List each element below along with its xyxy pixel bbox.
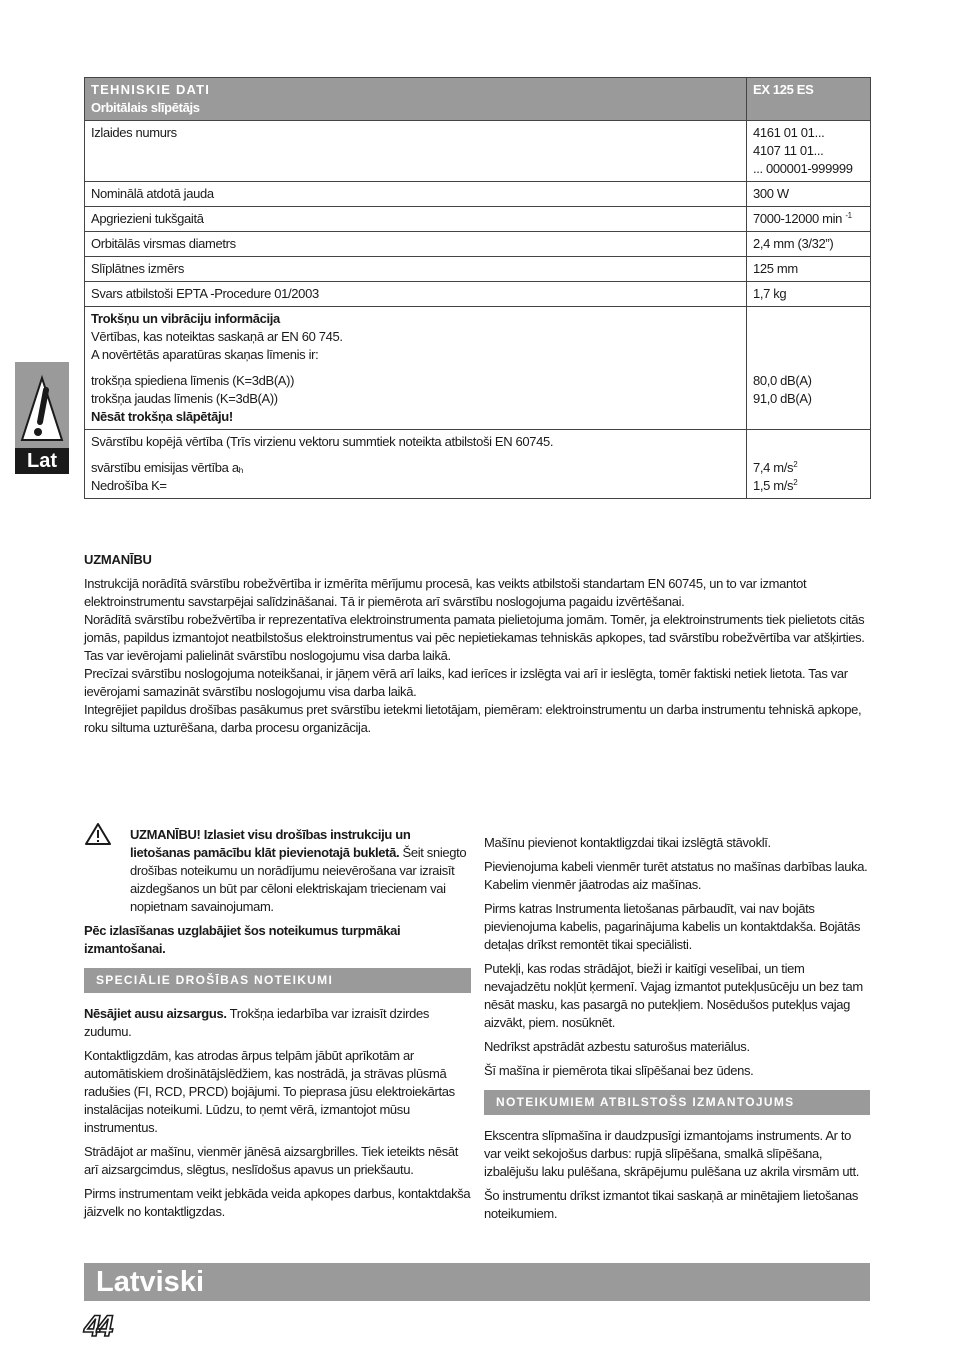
noise-warning: Nēsāt trokšņa slāpētāju! [91, 409, 233, 424]
ear-protection: Nēsājiet ausu aizsargus. Trokšņa iedarbība var izraisīt dzirdes zudumu. [84, 1006, 430, 1039]
unit-sup: 2 [793, 478, 798, 487]
caution-paragraph: Norādītā svārstību robežvērtība ir reprezentatīva elektroinstrumenta pamata pielietojuma jomām. Tomēr, ja elektroinstruments tiek pielietots citās jomās, papildus izmantojot neatbilstošus elektroinstrumentus vai pēc nepietiekamas tehniskās apkopes, tad svārstību robežvērtība var atšķirties. Tas var ievērojami palielināt svārstību noslogojumu visa darba laikā. [84, 612, 865, 663]
caution-paragraph: Instrukcijā norādītā svārstību robežvērtība ir izmērīta mērījumu procesā, kas veikts atbilstoši standartam EN 60745, un to var izmantot elektroinstrumentu savstarpējai salīdzināšanai. Tā ir piemērota arī svārstību noslogojuma pagaidu izvērtēšanai. [84, 576, 807, 609]
vibration-uncertainty-label: Nedrošība K= [91, 478, 167, 493]
table-row [85, 182, 871, 207]
vibration-uncertainty-value: 1,5 m/s [753, 478, 794, 493]
vibration-emission-label: svārstību emisijas vērtība a [91, 460, 239, 475]
row-value: 4161 01 01... [753, 125, 825, 140]
row-label: Orbitālās virsmas diametrs [85, 232, 747, 257]
row-value: 125 mm [747, 257, 871, 282]
caution-paragraph: Integrējiet papildus drošības pasākumus pret svārstību ietekmi lietotājam, piemēram: elektroinstrumentu un darba instrumentu tehniskā apkope, roku siltuma uzturēšana, darba procesu organizācija. [84, 702, 862, 735]
language-side-tab [15, 362, 69, 474]
row-label: Nominālā atdotā jauda [85, 182, 747, 207]
row-label: Slīplātnes izmērs [85, 257, 747, 282]
noise-title: Trokšņu un vibrāciju informācija [91, 311, 280, 326]
tech-table-subtitle: Orbitālais slīpētājs [91, 100, 200, 115]
vibration-emission-value: 7,4 m/s [753, 460, 794, 475]
right-paragraph: Pirms katras Instrumenta lietošanas pārbaudīt, vai nav bojāts pievienojuma kabelis, pagarinājuma kabelis un kontaktdakša. Bojātās detaļas drīkst remontēt tikai speciālisti. [484, 901, 861, 952]
section-heading-intended-use: NOTEIKUMIEM ATBILSTOŠS IZMANTOJUMS [484, 1090, 870, 1115]
table-row [85, 232, 871, 257]
safety-warning-bold: UZMANĪBU! Izlasiet visu drošības instrukciju un lietošanas pamācību klāt pievienotajā bukletā. [130, 827, 411, 860]
row-label: Apgriezieni tukšgaitā [85, 207, 747, 232]
language-footer-bar: Latviski [84, 1263, 870, 1301]
row-value: 7000-12000 min [753, 211, 843, 226]
right-paragraph: Putekļi, kas rodas strādājot, bieži ir kaitīgi veselībai, un tiem nevajadzētu nokļūt ķermenī. Vajag izmantot putekļusūcēju un bez tam nēsāt masku, kas pasargā no putekļiem. Nosēdušos putekļus vajag aizvākt, piem. nosūknēt. [484, 961, 863, 1030]
row-value: 4107 11 01... [753, 143, 824, 158]
tech-data-table [84, 77, 871, 499]
page-number: 44 [84, 1310, 110, 1343]
noise-pressure-value: 80,0 dB(A) [753, 373, 812, 388]
row-value: 300 W [747, 182, 871, 207]
row-label: Svars atbilstoši EPTA -Procedure 01/2003 [85, 282, 747, 307]
left-paragraph: Pirms instrumentam veikt jebkāda veida apkopes darbus, kontaktdakša jāizvelk no kontaktligzdas. [84, 1186, 471, 1219]
right-paragraph: Pievienojuma kabeli vienmēr turēt atstatus no mašīnas darbības lauka. Kabelim vienmēr jāatrodas aiz mašīnas. [484, 859, 868, 892]
row-value: 2,4 mm (3/32”) [747, 232, 871, 257]
vibration-line: Svārstību kopējā vērtība (Trīs virzienu vektoru summtiek noteikta atbilstoši EN 60745. [91, 434, 554, 449]
keep-instructions: Pēc izlasīšanas uzglabājiet šos noteikumus turpmākai izmantošanai. [84, 923, 401, 956]
row-value: 1,7 kg [747, 282, 871, 307]
caution-paragraph: Precīzai svārstību noslogojuma noteikšanai, ir jāņem vērā arī laiks, kad ierīces ir izslēgta vai arī ir ieslēgta, tomēr faktiski netiek lietota. Tas var ievērojami samazināt svārstību noslogojumu visa darba laikā. [84, 666, 848, 699]
caution-section [84, 552, 870, 737]
right-column [484, 834, 870, 1229]
noise-power-label: trokšņa jaudas līmenis (K=3dB(A)) [91, 391, 278, 406]
noise-line: A novērtētās aparatūras skaņas līmenis ir: [91, 347, 319, 362]
left-column [84, 826, 471, 1227]
right-paragraph: Mašīnu pievienot kontaktligzdai tikai izslēgtā stāvoklī. [484, 835, 771, 850]
noise-row [85, 307, 871, 430]
usage-paragraph: Ekscentra slīpmašīna ir daudzpusīgi izmantojams instruments. Ar to var veikt sekojošus darbus: rupjā slīpēšana, smalkā slīpēšana, izbalējušu laku pulēšana, skrāpējumu pulēšana uz akrila virsmām utt. [484, 1128, 860, 1179]
tech-table-title: TEHNISKIE DATI [91, 82, 211, 97]
safety-warning-text: Šeit sniegto drošības noteikumu un norādījumu neievērošana var izraisīt aizdegšanos un būt par cēloni elektriskajam triecienam vai nopietnam savainojumam. [130, 845, 467, 914]
safety-warning [84, 826, 471, 916]
section-heading-special-safety: SPECIĀLIE DROŠĪBAS NOTEIKUMI [84, 968, 471, 993]
noise-line: Vērtības, kas noteiktas saskaņā ar EN 60 745. [91, 329, 343, 344]
row-value-sup: -1 [845, 211, 852, 220]
table-row [85, 207, 871, 232]
tech-table-model: EX 125 ES [747, 78, 871, 121]
right-paragraph: Nedrīkst apstrādāt azbestu saturošus materiālus. [484, 1039, 750, 1054]
caution-title: UZMANĪBU [84, 552, 152, 567]
usage-paragraph: Šo instrumentu drīkst izmantot tikai saskaņā ar minētajiem lietošanas noteikumiem. [484, 1188, 858, 1221]
warning-exclamation-icon [18, 372, 66, 444]
tech-table-header [85, 78, 871, 121]
row-label: Izlaides numurs [85, 121, 747, 182]
noise-power-value: 91,0 dB(A) [753, 391, 812, 406]
right-paragraph: Šī mašīna ir piemērota tikai slīpēšanai bez ūdens. [484, 1063, 754, 1078]
unit-sup: 2 [793, 460, 798, 469]
table-row [85, 282, 871, 307]
left-paragraph: Strādājot ar mašīnu, vienmēr jānēsā aizsargbrilles. Tiek ieteikts nēsāt arī aizsargcimdus, slēgtus, neslīdošus apavus un priekšautu. [84, 1144, 458, 1177]
table-row [85, 257, 871, 282]
row-value: ... 000001-999999 [753, 161, 853, 176]
table-row [85, 121, 871, 182]
vibration-row [85, 430, 871, 499]
language-tab-label: Lat [15, 448, 69, 474]
noise-pressure-label: trokšņa spiediena līmenis (K=3dB(A)) [91, 373, 295, 388]
left-paragraph: Kontaktligzdām, kas atrodas ārpus telpām jābūt aprīkotām ar automātiskiem drošinātājslēdžiem, kas nostrādā, ja strāvas plūsmā radušies (FI, RCD, PRCD) bojājumi. To pieprasa jūsu elektroiekārtas instalācijas noteikumi. Lūdzu, to ņemt vērā, izmantojot mūsu instrumentus. [84, 1048, 455, 1135]
warning-triangle-icon [84, 822, 112, 846]
vibration-emission-sub: h [238, 466, 243, 475]
